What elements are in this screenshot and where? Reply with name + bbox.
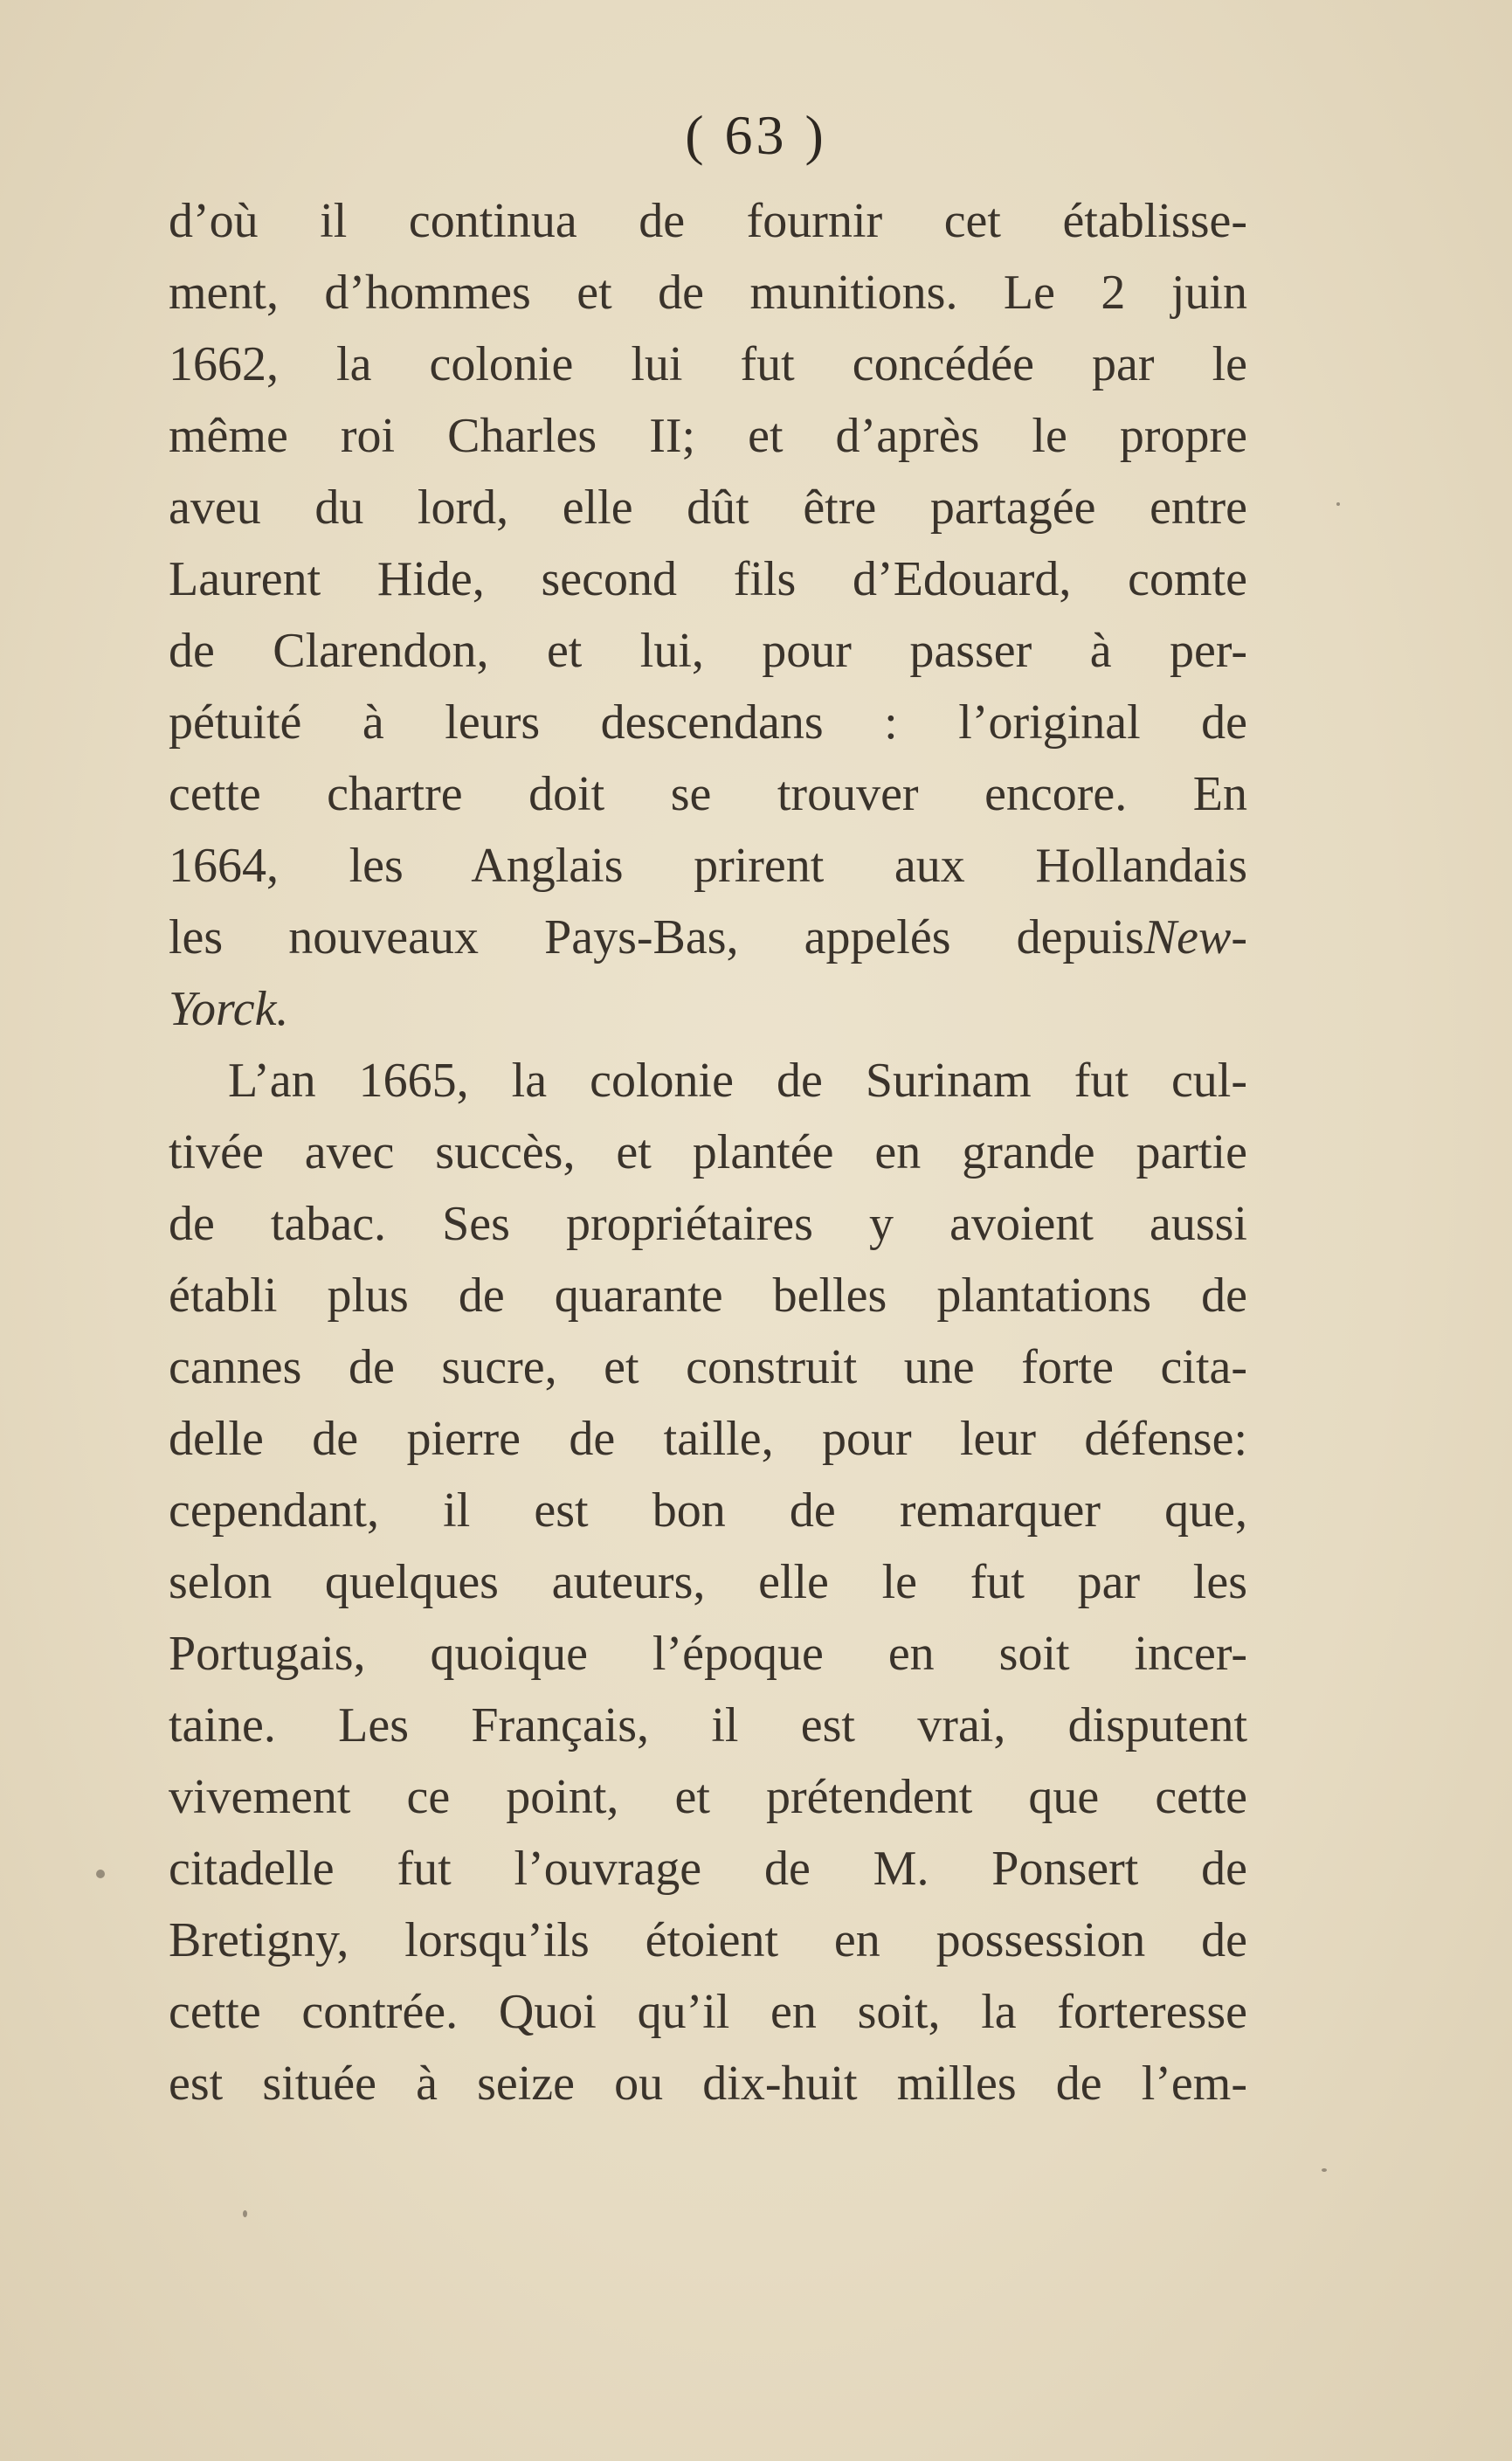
italic-fragment: New- bbox=[1143, 910, 1247, 964]
paper-speck bbox=[243, 2210, 247, 2217]
text-line: ment, d’hommes et de munitions. Le 2 juin bbox=[169, 266, 1247, 320]
text-line: est située à seize ou dix-huit milles de l’em- bbox=[169, 2057, 1247, 2111]
text-line: de Clarendon, et lui, pour passer à per- bbox=[169, 624, 1247, 678]
text-line: vivement ce point, et prétendent que cette bbox=[169, 1770, 1247, 1824]
text-line: aveu du lord, elle dût être partagée entre bbox=[169, 480, 1247, 535]
text-line: citadelle fut l’ouvrage de M. Ponsert de bbox=[169, 1842, 1247, 1896]
text-line: 1664, les Anglais prirent aux Hollandais bbox=[169, 839, 1247, 893]
text-line: pétuité à leurs descendans : l’original de bbox=[169, 695, 1247, 750]
text-fragment: les nouveaux Pays-Bas, appelés depuis bbox=[169, 910, 1144, 964]
paper-speck bbox=[96, 1870, 105, 1878]
text-line: d’où il continua de fournir cet établisse- bbox=[169, 194, 1247, 248]
text-line: Portugais, quoique l’époque en soit incer- bbox=[169, 1627, 1247, 1681]
text-line-italic bbox=[169, 973, 1247, 1045]
text-line: Laurent Hide, second fils d’Edouard, comte bbox=[169, 552, 1247, 606]
text-line: établi plus de quarante belles plantations de bbox=[169, 1269, 1247, 1323]
text-line: delle de pierre de taille, pour leur défense: bbox=[169, 1412, 1247, 1466]
text-line: cependant, il est bon de remarquer que, bbox=[169, 1483, 1247, 1538]
text-line: taine. Les Français, il est vrai, disputent bbox=[169, 1698, 1247, 1752]
page-number: ( 63 ) bbox=[685, 104, 827, 166]
text-line: même roi Charles II; et d’après le propre bbox=[169, 409, 1247, 463]
text-line: tivée avec succès, et plantée en grande partie bbox=[169, 1125, 1247, 1179]
text-line: L’an 1665, la colonie de Surinam fut cul- bbox=[228, 1054, 1247, 1108]
text-line: cette contrée. Quoi qu’il en soit, la forteresse bbox=[169, 1985, 1247, 2039]
text-line: Bretigny, lorsqu’ils étoient en possession de bbox=[169, 1913, 1247, 1967]
italic-fragment: Yorck. bbox=[169, 982, 289, 1036]
text-line-with-italic bbox=[169, 902, 1247, 973]
text-line: selon quelques auteurs, elle le fut par les bbox=[169, 1555, 1247, 1609]
paper-speck bbox=[1336, 502, 1340, 506]
text-line: cannes de sucre, et construit une forte cita- bbox=[169, 1340, 1247, 1394]
text-line: cette chartre doit se trouver encore. En bbox=[169, 767, 1247, 821]
paper-speck bbox=[1322, 2168, 1327, 2172]
text-line: 1662, la colonie lui fut concédée par le bbox=[169, 337, 1247, 391]
body-text bbox=[169, 185, 1247, 2119]
text-line: de tabac. Ses propriétaires y avoient aussi bbox=[169, 1197, 1247, 1251]
